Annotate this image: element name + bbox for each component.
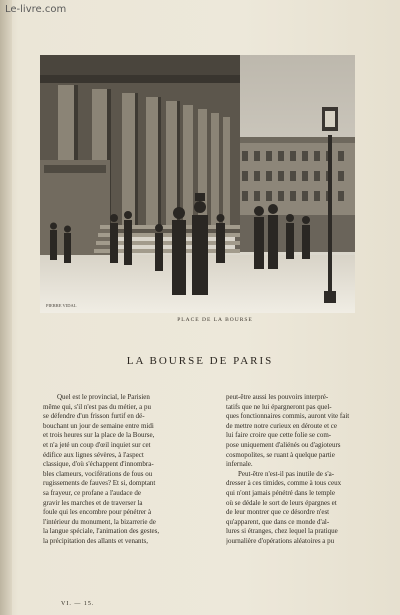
text-line: la précipitation des allants et venants, <box>43 536 148 545</box>
text-line: journalière d'opérations aléatoires a pu <box>226 536 335 545</box>
text-line: Peut-être n'est-il pas inutile de s'a- <box>238 469 335 478</box>
text-line: pose uniquement d'aliénés ou d'agioteurs <box>226 440 341 449</box>
text-line: sa frayeur, ce profane a l'audace de <box>43 488 141 497</box>
background-buildings <box>235 137 355 252</box>
text-line: gravir les marches et de traverser la <box>43 498 143 507</box>
bourse-building <box>40 55 240 255</box>
text-line: peut-être aussi les pouvoirs interpré- <box>226 393 329 401</box>
page-signature: VI. — 15. <box>61 601 95 607</box>
text-line: de mettre notre curieux en déroute et ce <box>226 421 337 430</box>
bourse-engraving-illustration <box>40 55 355 313</box>
illustration-caption: PLACE DE LA BOURSE <box>177 317 253 323</box>
text-line: se défendre d'un frisson furtif en dé- <box>43 412 145 421</box>
text-line: dresser à ces timides, comme à tous ceux <box>226 479 342 488</box>
engraver-signature: PIERRE VIDAL <box>46 303 77 308</box>
text-column-left <box>43 393 176 547</box>
text-line: classique, d'où s'échappent d'innombra- <box>43 460 154 469</box>
text-line: de leur montrer que ce désordre n'est <box>226 508 330 517</box>
text-line: foule qui les encombre pour pénétrer à <box>43 508 152 517</box>
text-line: cosmopolites, se ruant à quelque partie <box>226 450 335 459</box>
text-line: ques fonctionnaires commis, auront vite fait <box>226 412 350 421</box>
book-spine-shadow <box>0 0 12 615</box>
text-line: la langue spéciale, l'animation des gestes, <box>43 527 160 536</box>
text-line: lures si étranges, chez lequel la pratique <box>226 527 338 536</box>
text-line: rugissements de fauves? Et si, domptant <box>43 479 156 488</box>
article-title: LA BOURSE DE PARIS <box>126 355 274 367</box>
text-line: tatifs que ne lui épargneront pas quel- <box>226 402 332 411</box>
text-line: même qui, s'il n'est pas du métier, a pu <box>43 402 151 411</box>
text-line: lui faire croire que cette folie se com- <box>226 431 332 440</box>
text-line: édifice aux lignes sévères, à l'aspect <box>43 450 144 459</box>
text-line: l'intérieur du monument, la bizarrerie de <box>43 517 156 526</box>
text-line: qu'apparent, que dans ce monde d'al- <box>226 517 330 526</box>
text-line: qui n'ont jamais pénétré dans le temple <box>226 488 335 497</box>
text-column-right <box>226 393 359 547</box>
text-line: où se dédale le sort de leurs épargnes et <box>226 498 337 507</box>
text-line: bles clameurs, vociférations de fous ou <box>43 469 153 478</box>
text-line: et trois heures sur la place de la Bourse, <box>43 431 155 440</box>
text-line: infernale. <box>226 460 253 469</box>
text-line: Quel est le provincial, le Parisien <box>57 393 150 401</box>
text-line: bouchant un jour de semaine entre midi <box>43 421 154 430</box>
site-watermark: Le-livre.com <box>5 4 67 15</box>
text-line: et n'a jeté un coup d'œil inquiet sur cet <box>43 440 151 449</box>
